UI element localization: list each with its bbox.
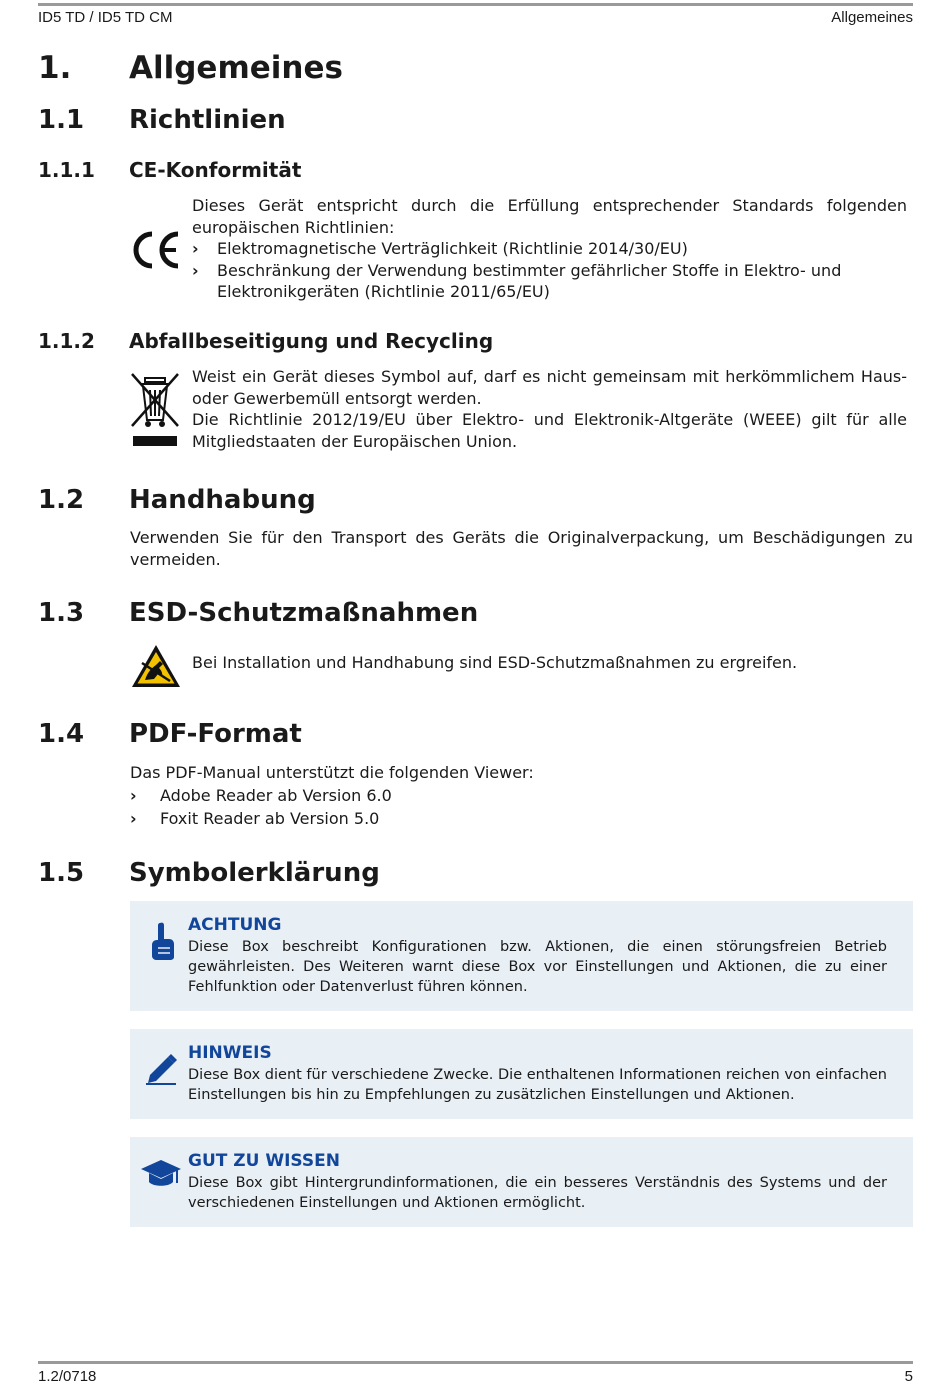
bullet-arrow-icon: › <box>130 786 137 805</box>
pdf-viewer-item <box>130 784 913 807</box>
weee-crossed-bin-icon <box>130 372 180 448</box>
bullet-arrow-icon: › <box>192 260 199 280</box>
pdf-viewer-label: Adobe Reader ab Version 6.0 <box>160 786 392 805</box>
graduation-cap-icon <box>140 1157 182 1191</box>
pdf-viewer-item <box>130 807 913 830</box>
heading-title: ESD-Schutzmaßnahmen <box>129 598 479 628</box>
heading-number: 1.1 <box>38 105 85 135</box>
weee-paragraph-1: Weist ein Gerät dieses Symbol auf, darf es nicht gemeinsam mit herkömmlichem Haus- oder Gewerbemüll entsorgt werden. <box>192 367 907 408</box>
ce-bullet <box>192 238 907 260</box>
box-text: Diese Box beschreibt Konfigurationen bzw. Aktionen, die einen störungsfreien Betrieb gewährleisten. Des Weiteren warnt diese Box vor Einstellungen und Aktionen, die zu einer Fehlfunktion oder Datenverlust führen können. <box>188 939 887 995</box>
attention-box <box>130 901 913 1011</box>
esd-text: Bei Installation und Handhabung sind ESD-Schutzmaßnahmen zu ergreifen. <box>192 653 798 672</box>
heading-number: 1.5 <box>38 858 85 888</box>
box-title: HINWEIS <box>188 1043 272 1063</box>
box-text: Diese Box gibt Hintergrundinformationen, die ein besseres Verständnis des Systems und der verschiedenen Einstellungen und Aktionen ermöglicht. <box>188 1175 887 1211</box>
heading-title: CE-Konformität <box>129 158 302 182</box>
heading-number: 1.3 <box>38 598 85 628</box>
pdf-text-block <box>130 761 913 830</box>
bullet-arrow-icon: › <box>192 239 199 258</box>
heading-number: 1.4 <box>38 719 85 749</box>
heading-title: PDF-Format <box>129 719 302 749</box>
box-text: Diese Box dient für verschiedene Zwecke. Die enthaltenen Informationen reichen von einfachen Einstellungen bis hin zu Empfehlungen zu zusätzlichen Einstellungen und Aktionen. <box>188 1067 887 1103</box>
ce-bullet-text: Beschränkung der Verwendung bestimmter gefährlicher Stoffe in Elektro- und Elektronikgeräten (Richtlinie 2011/65/EU) <box>217 260 842 301</box>
heading-title: Allgemeines <box>129 50 343 86</box>
page-number: 5 <box>904 1368 913 1385</box>
weee-text-block <box>192 366 907 452</box>
ce-bullet <box>192 260 907 303</box>
note-box <box>130 1029 913 1119</box>
header-right: Allgemeines <box>831 9 913 26</box>
ce-text-block <box>192 195 907 303</box>
pdf-viewer-label: Foxit Reader ab Version 5.0 <box>160 809 380 828</box>
pointing-hand-icon <box>150 921 176 961</box>
ce-mark-icon <box>130 230 182 270</box>
box-title: GUT ZU WISSEN <box>188 1151 340 1171</box>
weee-paragraph-2: Die Richtlinie 2012/19/EU über Elektro- und Elektronik-Altgeräte (WEEE) gilt für alle Mitgliedstaaten der Europäischen Union. <box>192 410 907 451</box>
heading-title: Richtlinien <box>129 105 286 135</box>
heading-number: 1. <box>38 50 72 86</box>
header-rule <box>38 3 913 6</box>
esd-warning-icon <box>130 643 182 689</box>
heading-title: Symbolerklärung <box>129 858 380 888</box>
pencil-icon <box>144 1051 178 1085</box>
header-left: ID5 TD / ID5 TD CM <box>38 9 173 26</box>
footer-left: 1.2/0718 <box>38 1368 97 1385</box>
heading-number: 1.1.1 <box>38 158 95 182</box>
heading-number: 1.1.2 <box>38 329 95 353</box>
good-to-know-box <box>130 1137 913 1227</box>
bullet-arrow-icon: › <box>130 809 137 828</box>
box-title: ACHTUNG <box>188 915 282 935</box>
handling-text: Verwenden Sie für den Transport des Geräts die Originalverpackung, um Beschädigungen zu vermeiden. <box>130 528 913 569</box>
ce-bullet-text: Elektromagnetische Verträglichkeit (Richtlinie 2014/30/EU) <box>217 239 688 258</box>
footer-rule <box>38 1361 913 1364</box>
ce-intro: Dieses Gerät entspricht durch die Erfüllung entsprechender Standards folgenden europäischen Richtlinien: <box>192 196 907 237</box>
pdf-intro: Das PDF-Manual unterstützt die folgenden Viewer: <box>130 763 534 782</box>
heading-title: Abfallbeseitigung und Recycling <box>129 329 494 353</box>
heading-number: 1.2 <box>38 485 85 515</box>
heading-title: Handhabung <box>129 485 316 515</box>
